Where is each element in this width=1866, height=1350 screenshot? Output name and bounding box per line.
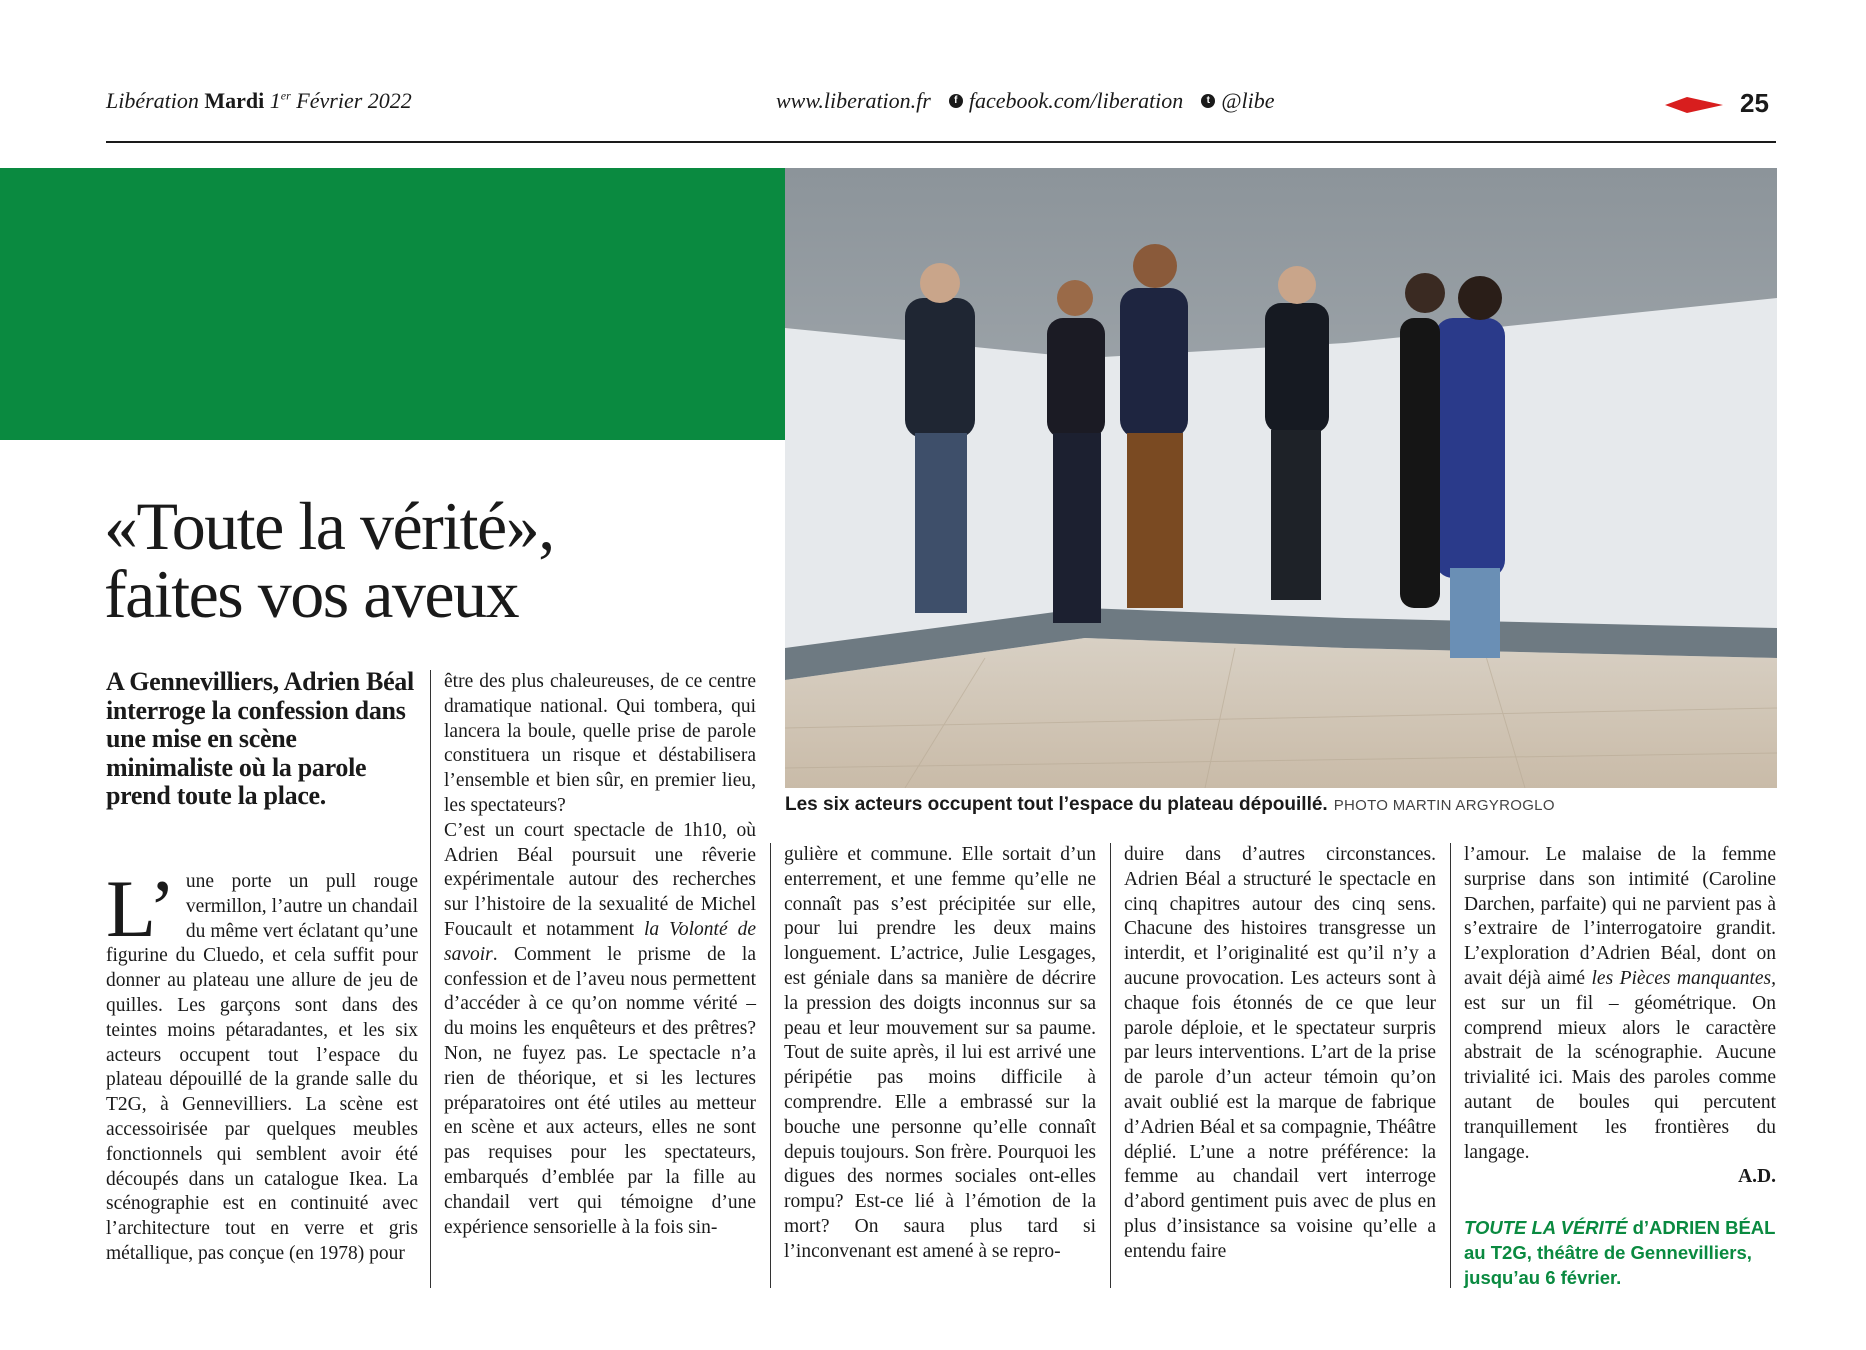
drop-cap: L’ xyxy=(106,863,176,954)
body-text: est sur un fil – géométrique. On comprend mieux alors le caractère abstrait de la scénographie. Aucune trivialité ici. Mais des paroles comme autant de boules qui percutent tranquillement les frontières du langage. xyxy=(1464,992,1776,1163)
show-info-details: d’ADRIEN BÉAL au T2G, théâtre de Gennevilliers, jusqu’au 6 février. xyxy=(1464,1217,1776,1288)
publication-name: Libération xyxy=(106,88,199,113)
article-title-line-1: «Toute la vérité», xyxy=(104,488,554,564)
header-day: Mardi xyxy=(204,88,265,113)
article-title xyxy=(104,488,554,632)
header-date-num: 1 xyxy=(269,88,281,113)
facebook-icon: f xyxy=(949,94,963,108)
body-column-4 xyxy=(1124,843,1436,1265)
twitter-icon: t xyxy=(1201,94,1215,108)
photo-caption-text: Les six acteurs occupent tout l’espace du plateau dépouillé. xyxy=(785,794,1328,815)
article-title-line-2: faites vos aveux xyxy=(104,556,519,632)
column-rule xyxy=(1450,843,1451,1288)
body-column-2-paragraph-2 xyxy=(444,819,756,1241)
column-rule xyxy=(1110,843,1111,1288)
body-text: C’est un court spectacle de 1h10, où Adrien Béal poursuit une rêverie expérimentale autour des recherches sur l’histoire de la sexualité de Michel Foucault et notamment xyxy=(444,819,756,940)
facebook-link[interactable]: facebook.com/liberation xyxy=(968,88,1184,113)
page-number: 25 xyxy=(1740,88,1769,118)
liberation-logo-icon xyxy=(1665,94,1723,116)
body-column-3-text: gulière et commune. Elle sortait d’un enterrement, et une femme qu’elle ne connaît pas s’est précipitée sur elle, pour lui prendre les deux mains longuement. L’actrice, Julie Lesgages, est géniale dans sa manière de décrire la pression des doigts inconnus sur sa peau et leur mouvement sur sa paume. Tout de suite après, il lui est arrivé une péripétie pas moins difficile à comprendre. Elle a embrassé sur la bouche une personne qu’elle connaît depuis toujours. Son frère. Pourquoi les digues des normes sociales ont-elles rompu? Est-ce lié à l’émotion de la mort? On saura plus tard si l’inconvenant est amené à se repro- xyxy=(784,844,1096,1262)
column-rule xyxy=(770,843,771,1288)
author-signature: A.D. xyxy=(1738,1166,1776,1188)
show-title-italic: les Pièces manquantes, xyxy=(1591,967,1776,989)
column-rule xyxy=(430,670,431,1288)
body-column-1 xyxy=(106,863,418,1267)
article-lede: A Gennevilliers, Adrien Béal interroge la confession dans une mise en scène minimaliste où la parole prend toute la place. xyxy=(106,667,414,810)
photo-credit: PHOTO MARTIN ARGYROGLO xyxy=(1333,797,1555,814)
body-text: l’amour. Le malaise de la femme surprise dans son intimité (Caroline Darchen, parfaite) qui ne parvient pas à s’extraire de l’interrogatoire grandit. L’exploration d’Adrien Béal, dont on avait déjà aimé xyxy=(1464,844,1776,989)
twitter-link[interactable]: @libe xyxy=(1221,88,1275,113)
header-month-year: Février 2022 xyxy=(296,88,412,113)
body-column-2-paragraph-1: être des plus chaleureuses, de ce centre dramatique national. Qui tombera, qui lancera la boule, quelle prise de parole constituera un risque et déstabilisera l’ensemble et bien sûr, en premier lieu, les spectateurs? xyxy=(444,671,756,816)
show-info-title: TOUTE LA VÉRITÉ xyxy=(1464,1217,1628,1238)
body-column-1-text: une porte un pull rouge vermillon, l’autre un chandail du même vert éclatant qu’une figurine du Cluedo, et cela suffit pour donner au plateau une allure de jeu de quilles. Les garçons sont dans des teintes moins pétaradantes, et les six acteurs occupent tout l’espace du plateau dépouillé de la grande salle du T2G, à Gennevilliers. La scène est accessoirisée par quelques meubles fonctionnels qui semblent avoir été découpés dans un catalogue Ikea. La scénographie est en continuité avec l’architecture tout en verre et gris métallique, pas conçue (en 1978) pour xyxy=(106,871,418,1264)
accent-green-block xyxy=(0,168,785,440)
show-info xyxy=(1464,1215,1776,1290)
website-link[interactable]: www.liberation.fr xyxy=(776,88,931,113)
body-column-2 xyxy=(444,670,756,1240)
body-column-5 xyxy=(1464,843,1776,1190)
body-column-4-text: duire dans d’autres circonstances. Adrien Béal a structuré le spectacle en cinq chapitres autour des cinq sens. Chacune des histoires transgresse un interdit, et l’originalité est qu’il n’y a aucune provocation. Les acteurs sont à chaque fois étonnés de ce que leur parole déploie, et le spectateur surpris par leurs interventions. L’art de la prise de parole d’un acteur témoin qu’on avait oublié est la marque de fabrique d’Adrien Béal et sa compagnie, Théâtre déplié. L’une a notre préférence: la femme au chandail vert interroge d’abord gentiment puis avec de plus en plus d’insistance sa voisine qu’elle a entendu faire xyxy=(1124,844,1436,1262)
body-column-3 xyxy=(784,843,1096,1265)
header-date-line xyxy=(106,88,412,114)
header-social-links xyxy=(776,88,1275,114)
photo-caption xyxy=(785,794,1555,816)
header-rule xyxy=(106,141,1776,143)
header-date-sup: er xyxy=(280,88,291,103)
body-column-5-text xyxy=(1464,843,1776,1165)
book-title-italic: la Volonté de savoir xyxy=(444,918,756,965)
body-text: . Comment le prisme de la confession et de l’aveu nous permettent d’accéder à ce qu’on nomme vérité – du moins les enquêteurs et des prêtres? Non, ne fuyez pas. Le spectacle n’a rien de théorique, et si les lectures préparatoires ont été utiles au metteur en scène et aux acteurs, elles ne sont pas requises pour les spectateurs, embarqués d’emblée par la fille au chandail vert qui témoigne d’une expérience sensorielle à la fois sin- xyxy=(444,943,756,1238)
article-photo xyxy=(785,168,1777,788)
